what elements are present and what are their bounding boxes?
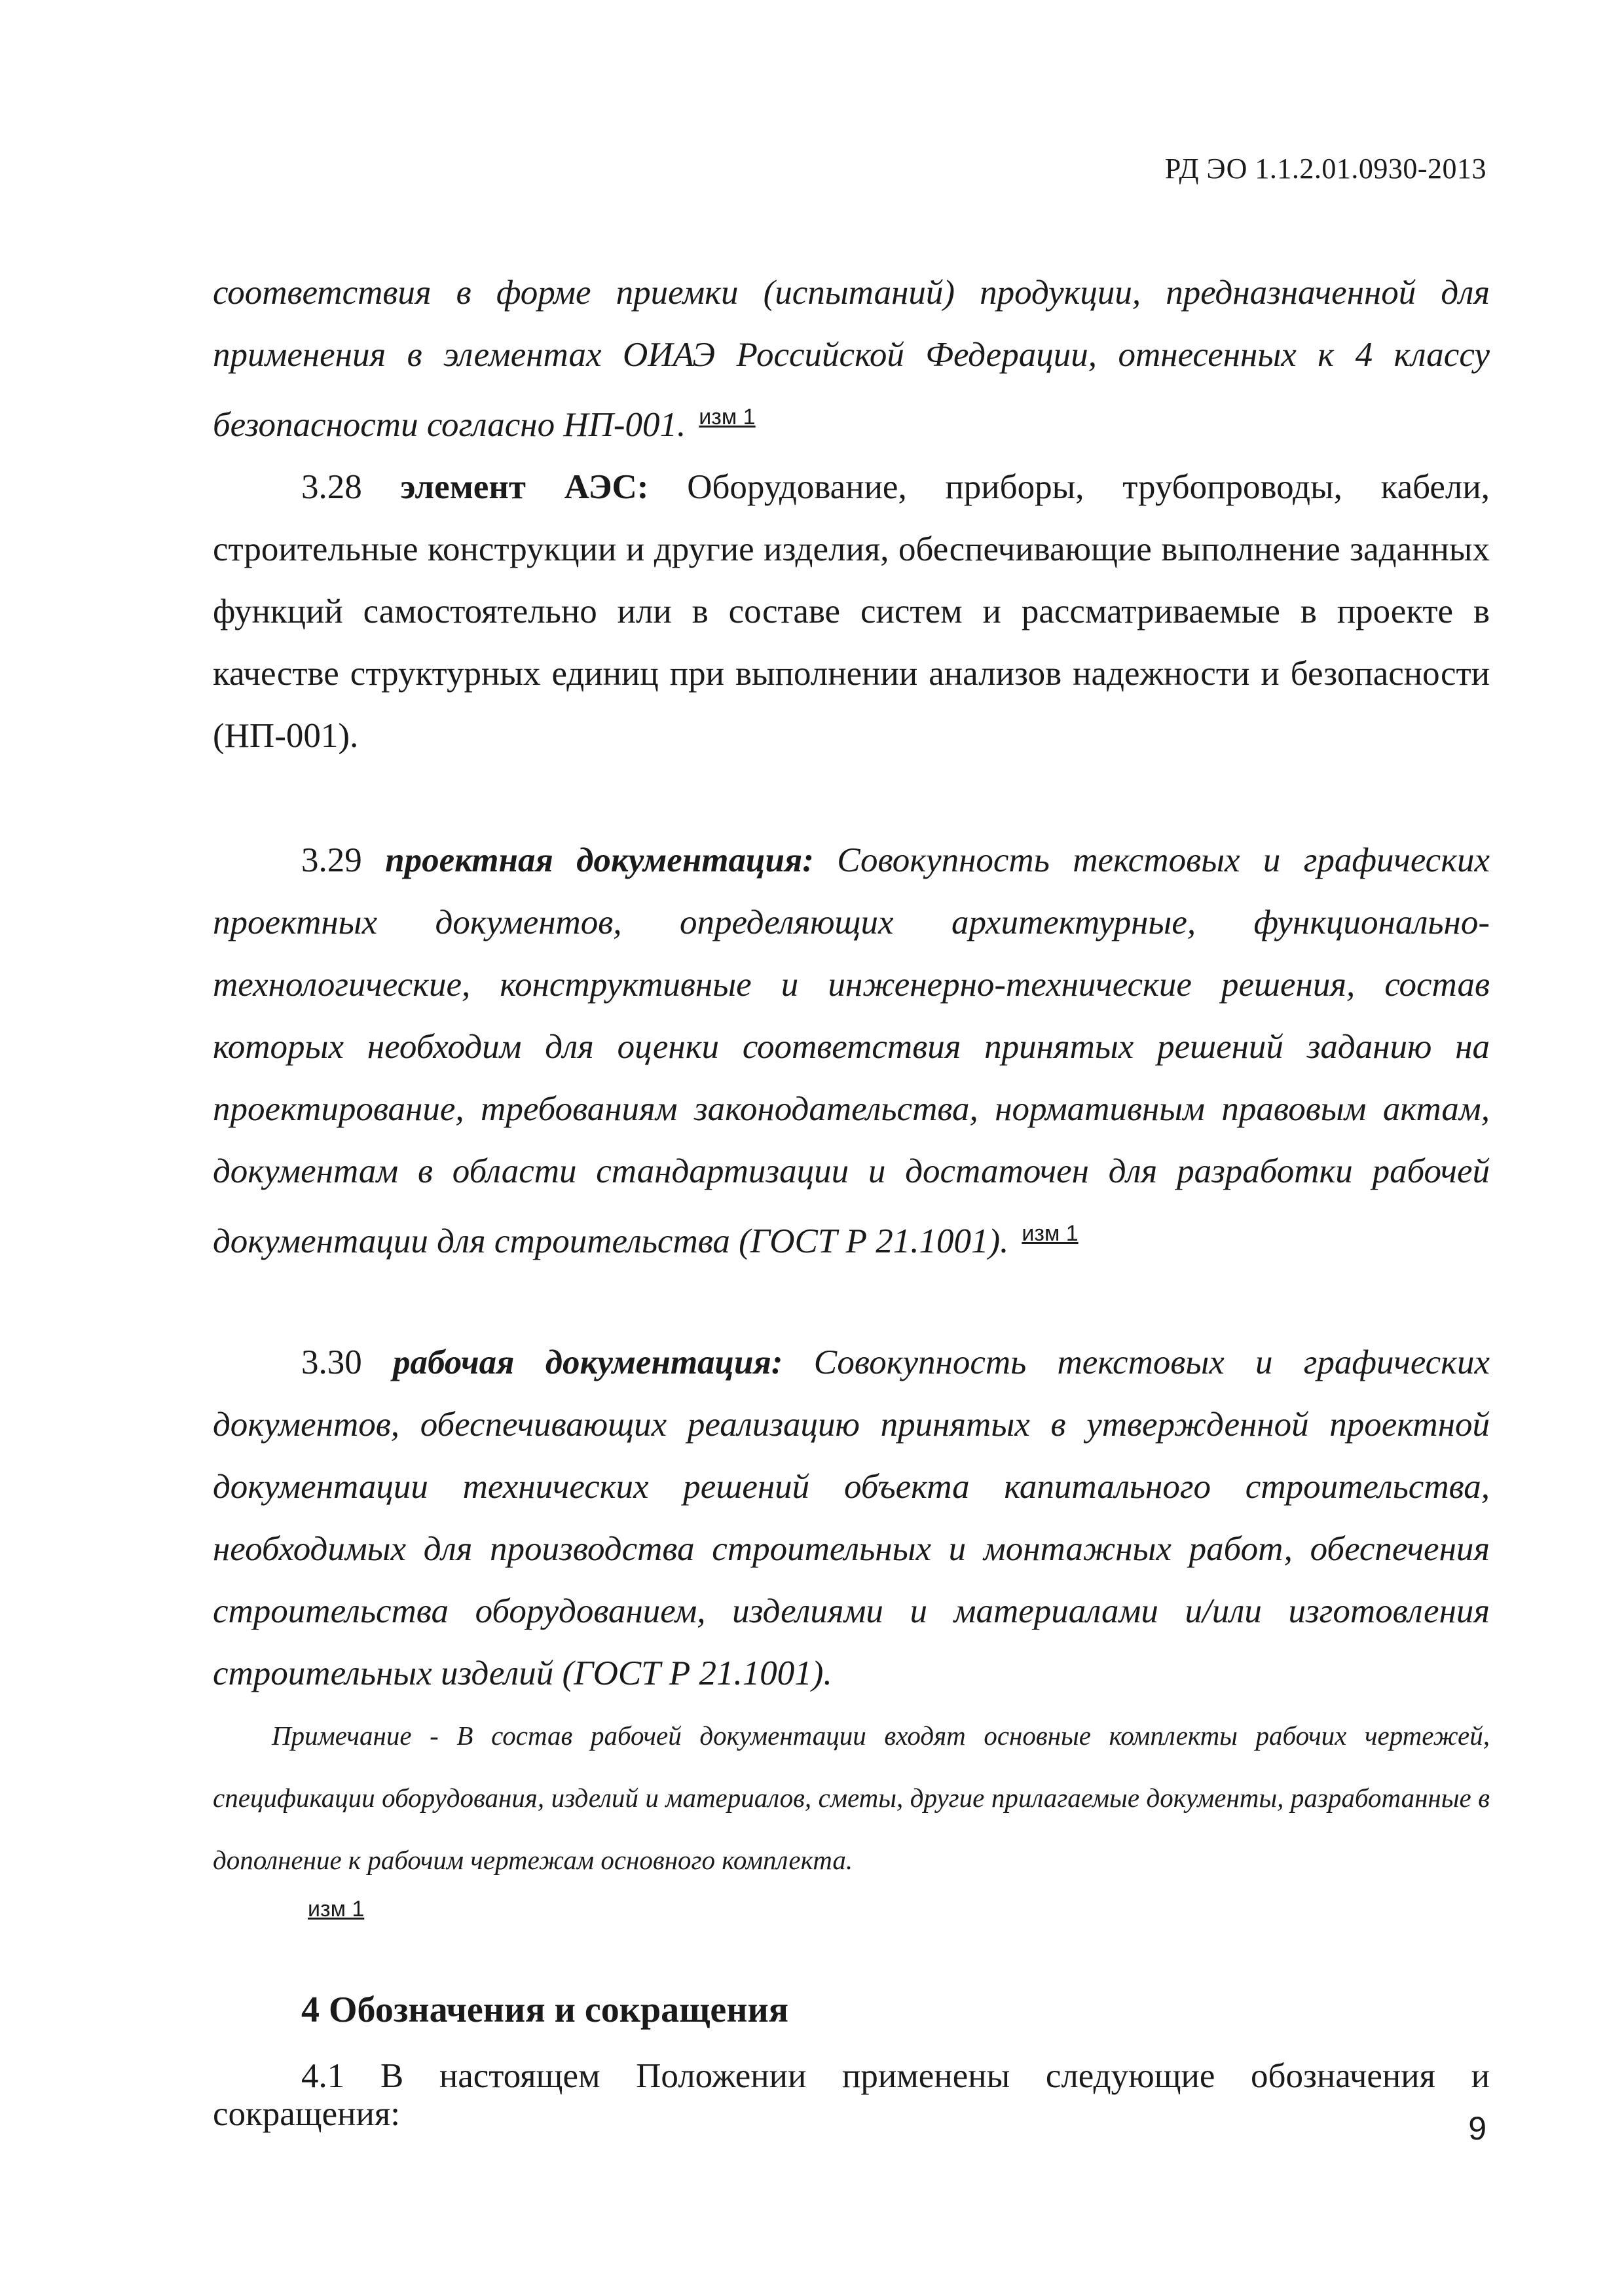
clause-definition: Совокупность текстовых и графических проектных документов, определяющих архитектурные, функционально-технологические, конструктивные и инженерно-технические решения, состав которых необходим для оценки соответствия принятых решений заданию на проектирование, требованиям законодательства, нормативным правовым актам, документам в области стандартизации и достаточен для разработки рабочей документации для строительства (ГОСТ Р 21.1001).: [213, 841, 1490, 1260]
revision-mark: изм 1: [308, 1897, 365, 1922]
document-code-header: РД ЭО 1.1.2.01.0930-2013: [1164, 153, 1486, 185]
clause-3-30: [213, 1332, 1490, 1705]
clause-number: 3.28: [301, 468, 362, 506]
section-title: 4 Обозначения и сокращения: [301, 1990, 789, 2030]
clause-definition: Совокупность текстовых и графических документов, обеспечивающих реализацию принятых в утвержденной проектной документации технических решений объекта капитального строительства, необходимых для производства строительных и монтажных работ, обеспечения строительства оборудованием, изделиями и материалами и/или изготовления строительных изделий (ГОСТ Р 21.1001).: [213, 1343, 1490, 1692]
spacer: [213, 1922, 1490, 1989]
page-number: 9: [1468, 2110, 1486, 2147]
clause-term: элемент АЭС:: [400, 468, 649, 506]
clause-term: проектная документация:: [385, 841, 814, 879]
note-paragraph: Примечание - В состав рабочей документации входят основные комплекты рабочих чертежей, спецификации оборудования, изделий и материалов, сметы, другие прилагаемые документы, разработанные в дополнение к рабочим чертежам основного комплекта.: [213, 1721, 1490, 1875]
spacer: [213, 767, 1490, 829]
revision-mark: изм 1: [699, 405, 756, 429]
clause-term: рабочая документация:: [392, 1343, 783, 1381]
clause-number: 3.30: [301, 1343, 362, 1381]
clause-definition: Оборудование, приборы, трубопроводы, кабели, строительные конструкции и другие изделия, обеспечивающие выполнение заданных функций самостоятельно или в составе систем и рассматриваемые в проекте в качестве структурных единиц при выполнении анализов надежности и безопасности (НП-001).: [213, 468, 1490, 755]
clause-3-29: [213, 829, 1490, 1273]
clause-number: 3.29: [301, 841, 362, 879]
paragraph-continuation: [213, 262, 1490, 456]
spacer: [213, 2031, 1490, 2057]
spacer: [213, 1273, 1490, 1332]
revision-mark: изм 1: [1022, 1221, 1079, 1246]
paragraph-text: соответствия в форме приемки (испытаний) продукции, предназначенной для применения в элементах ОИАЭ Российской Федерации, отнесенных к 4 классу безопасности согласно НП-001.: [213, 274, 1490, 444]
clause-3-28: [213, 456, 1490, 767]
page-content: [213, 262, 1490, 2133]
clause-4-1: 4.1 В настоящем Положении применены следующие обозначения и сокращения:: [213, 2057, 1490, 2133]
